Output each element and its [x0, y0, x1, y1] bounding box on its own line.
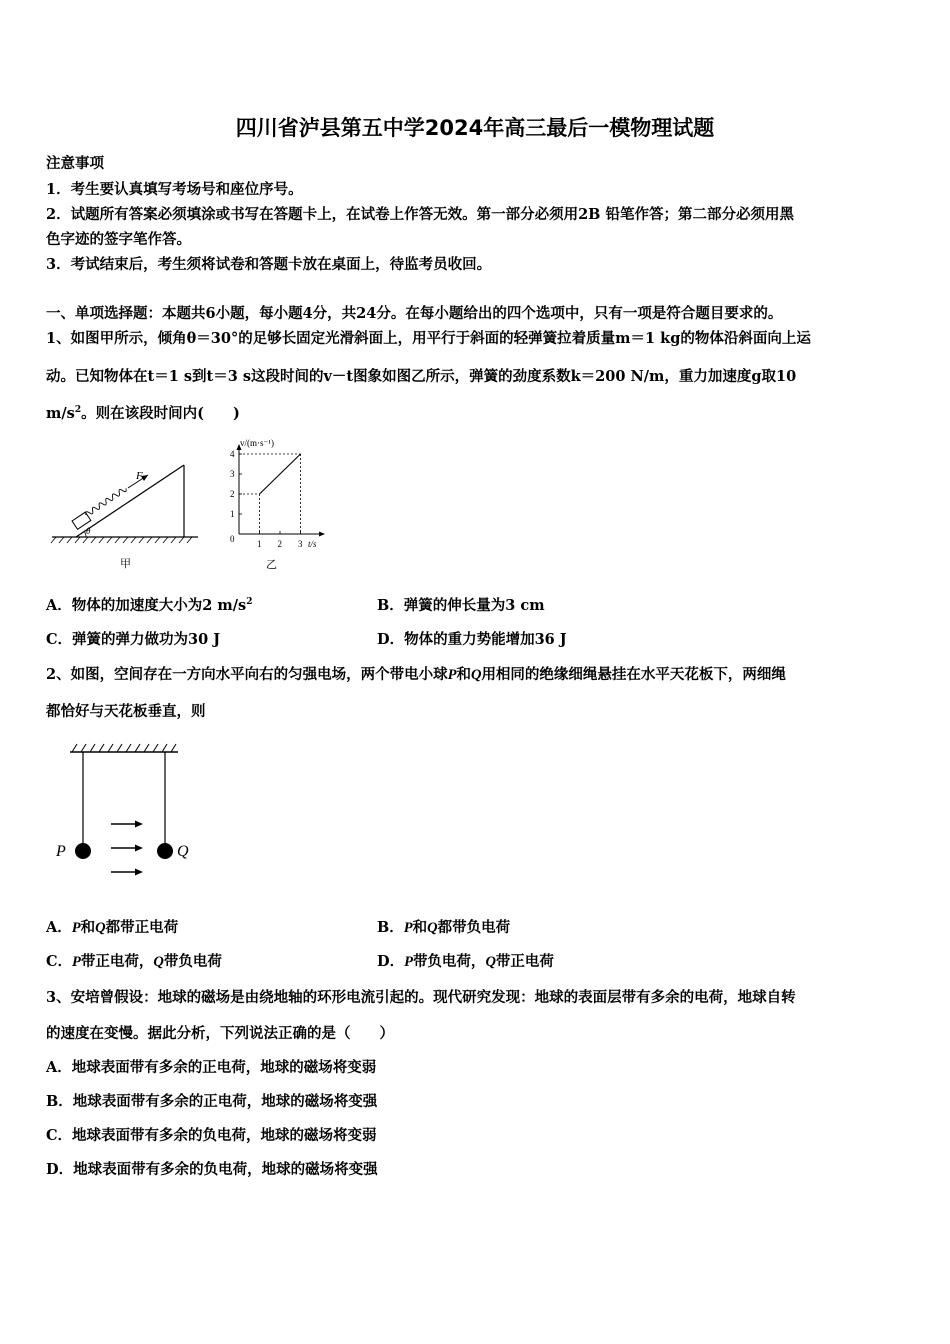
page-title: 四川省泸县第五中学2024年高三最后一模物理试题 [235, 116, 715, 140]
ground-hatch [51, 537, 192, 543]
q2-option-c-q: Q [153, 954, 164, 970]
vt-x-arrow [319, 532, 325, 537]
incline-surface [76, 465, 184, 537]
notice-item-3: 3．考试结束后，考生须将试卷和答题卡放在桌面上，待监考员收回。 [46, 256, 492, 273]
q1-stem-end: 。则在该段时间内( ) [81, 405, 240, 422]
q3-option-c[interactable]: C．地球表面带有多余的负电荷，地球的磁场将变弱 [46, 1127, 377, 1144]
q2-option-c-mid: 带正电荷， [80, 953, 154, 970]
q2-option-b-q: Q [427, 920, 438, 936]
angle-label: θ [86, 526, 91, 536]
q1-option-a-text: A．物体的加速度大小为2 m/s [46, 597, 247, 614]
spring [85, 486, 128, 517]
vt-xtick-label: 2 [277, 539, 282, 549]
q1-unit: m/s [46, 405, 75, 422]
q2-option-a-p: P [71, 920, 81, 936]
q2-option-d-q: Q [485, 954, 496, 970]
section-heading: 一、单项选择题：本题共6小题，每小题4分，共24分。在每小题给出的四个选项中，只有一项是符合题目要求的。 [46, 305, 783, 322]
q3-option-d[interactable]: D．地球表面带有多余的负电荷，地球的磁场将变强 [46, 1161, 378, 1178]
q1-figure-incline [46, 455, 206, 575]
notice-item-2-cont: 色字迹的签字笔作答。 [46, 231, 191, 248]
vt-xtick-label: 1 [257, 539, 262, 549]
q2-option-d[interactable] [377, 950, 554, 971]
q2-option-a[interactable] [46, 916, 178, 937]
vt-ytick-label: 4 [230, 449, 235, 459]
q3-line-1: 3、安培曾假设：地球的磁场是由绕地轴的环形电流引起的。现代研究发现：地球的表面层带有多余的电荷，地球自转 [46, 989, 796, 1006]
q1-option-a-sup: 2 [246, 597, 253, 608]
q2-stem-q: Q [470, 667, 482, 683]
vt-ytick-label: 3 [230, 469, 235, 479]
q2-option-b[interactable] [377, 916, 510, 937]
q1-option-b[interactable]: B．弹簧的伸长量为3 cm [377, 597, 545, 614]
q1-figure-vt-graph [222, 432, 332, 577]
vt-ytick-label: 1 [230, 509, 235, 519]
q3-option-a[interactable]: A．地球表面带有多余的正电荷，地球的磁场将变弱 [46, 1059, 377, 1076]
q2-stem-p: P [447, 667, 457, 683]
q2-option-d-p: P [404, 954, 413, 970]
q2-option-b-prefix: B． [377, 919, 404, 936]
q2-option-d-mid: 带负电荷， [412, 953, 486, 970]
q2-option-a-q: Q [95, 920, 106, 936]
fig-yi-caption: 乙 [266, 559, 277, 571]
q2-option-b-p: P [403, 920, 413, 936]
q2-option-c-prefix: C． [46, 953, 73, 970]
notice-item-2: 2．试题所有答案必须填涂或书写在答题卡上，在试卷上作答无效。第一部分必须用2B 铅笔作答；第二部分必须用黑 [46, 206, 794, 223]
q2-option-c[interactable] [46, 950, 222, 971]
label-q: Q [177, 843, 189, 860]
ball-p [75, 843, 91, 859]
q2-option-d-prefix: D． [377, 953, 405, 970]
vt-series-line [260, 454, 301, 494]
q1-unit-sup: 2 [74, 405, 82, 416]
q2-option-c-p: P [72, 954, 81, 970]
label-p: P [56, 843, 66, 860]
q1-line-1: 1、如图甲所示，倾角θ＝30°的足够长固定光滑斜面上，用平行于斜面的轻弹簧拉着质量m＝1 kg的物体沿斜面向上运 [46, 330, 811, 347]
vt-xtick-label: 3 [298, 539, 303, 549]
field-arrows [111, 821, 143, 876]
vt-ytick-label: 2 [230, 489, 235, 499]
q2-stem-a: 2、如图，空间存在一方向水平向右的匀强电场，两个带电小球 [46, 666, 448, 683]
force-label: F [136, 470, 143, 482]
notice-item-1: 1．考生要认真填写考场号和座位序号。 [46, 181, 303, 198]
q2-option-c-post: 带负电荷 [163, 953, 222, 970]
q1-option-d[interactable]: D．物体的重力势能增加36 J [377, 631, 567, 648]
q2-stem-b: 和 [456, 666, 471, 683]
fig-jia-caption: 甲 [120, 558, 131, 570]
q1-option-a[interactable] [46, 594, 252, 615]
q2-option-d-post: 带正电荷 [495, 953, 554, 970]
q1-line-3 [46, 402, 240, 423]
q3-option-b[interactable]: B．地球表面带有多余的正电荷，地球的磁场将变强 [46, 1093, 378, 1110]
q2-option-a-prefix: A． [46, 919, 72, 936]
notice-heading: 注意事项 [46, 155, 104, 172]
q1-line-2: 动。已知物体在t＝1 s到t＝3 s这段时间的v－t图象如图乙所示，弹簧的劲度系数k＝200 N/m，重力加速度g取10 [46, 368, 797, 385]
q2-option-b-mid: 和 [412, 919, 428, 936]
q2-option-a-post: 都带正电荷 [105, 919, 179, 936]
vt-ylabel: v/(m·s⁻¹) [240, 438, 274, 448]
q3-line-2: 的速度在变慢。据此分析，下列说法正确的是（ ） [46, 1025, 394, 1042]
q2-line-1 [46, 663, 786, 684]
ceiling-hatch [72, 744, 176, 752]
vt-xlabel: t/s [308, 539, 317, 549]
q2-option-a-mid: 和 [80, 919, 96, 936]
q2-stem-c: 用相同的绝缘细绳悬挂在水平天花板下，两细绳 [481, 666, 786, 683]
q2-line-2: 都恰好与天花板垂直，则 [46, 703, 206, 720]
q1-option-c[interactable]: C．弹簧的弹力做功为30 J [46, 631, 221, 648]
q2-option-b-post: 都带负电荷 [437, 919, 511, 936]
vt-origin: 0 [230, 534, 235, 544]
q2-figure [50, 738, 210, 888]
ball-q [157, 843, 173, 859]
